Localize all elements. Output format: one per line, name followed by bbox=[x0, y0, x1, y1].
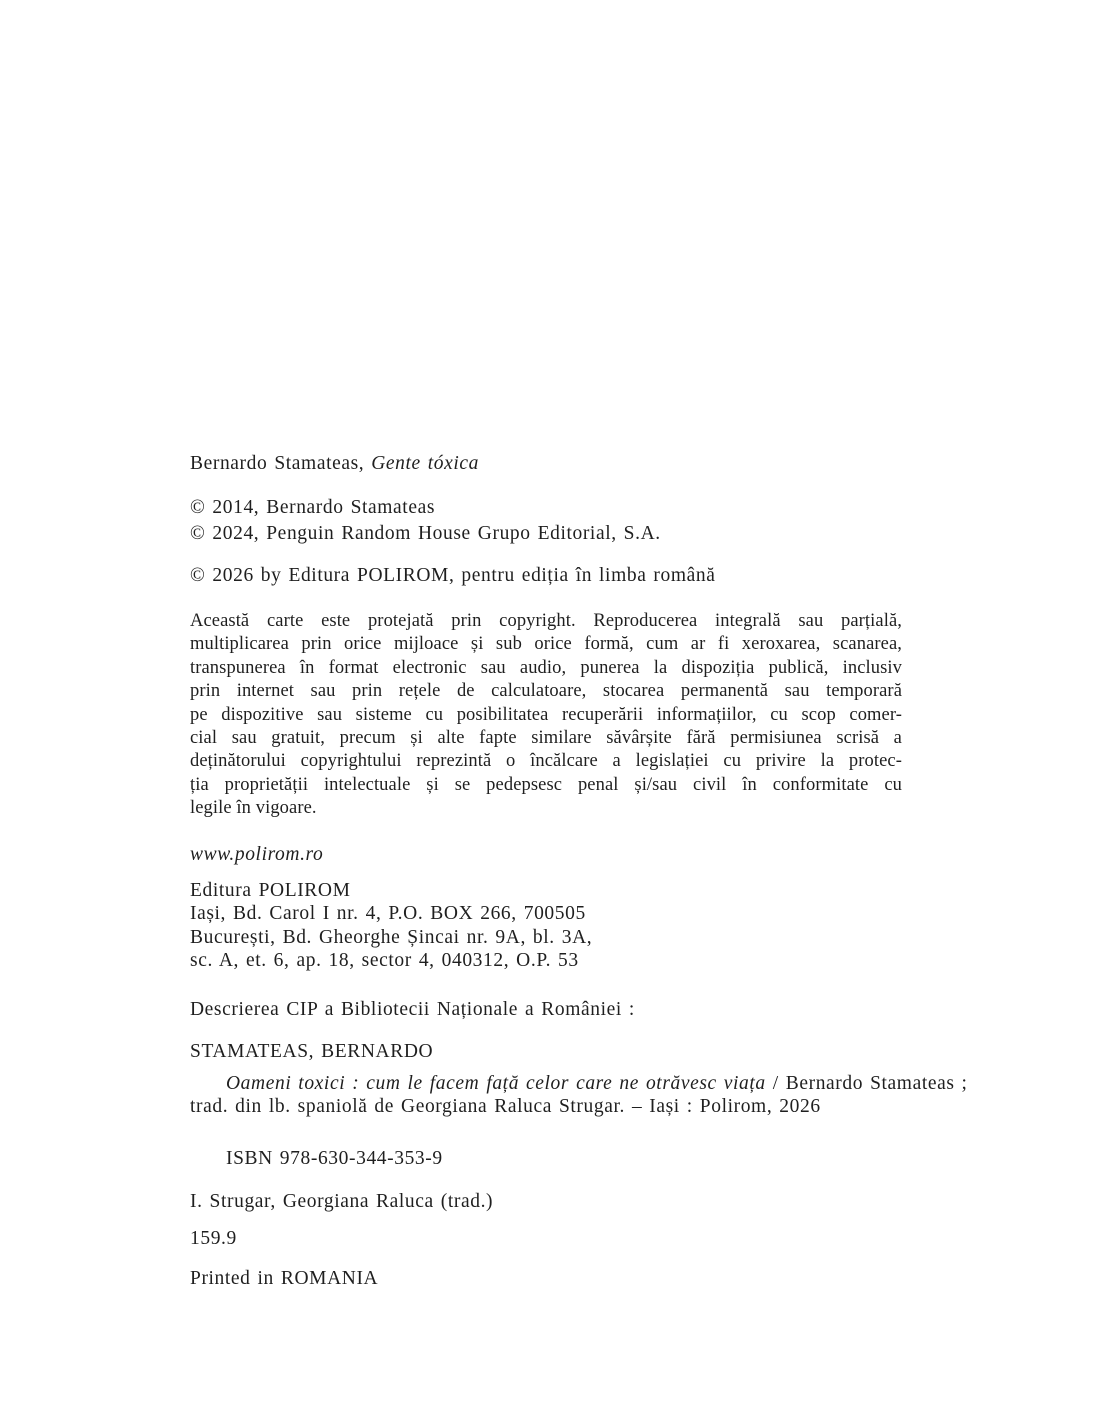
isbn-line: ISBN 978-630-344-353-9 bbox=[226, 1148, 443, 1169]
notice-line: cial sau gratuit, precum și alte fapte similare săvârșite fără permisiunea scrisă a bbox=[190, 728, 902, 749]
cip-title-italic: Oameni toxici : cum le facem față celor care ne otrăvesc viața bbox=[226, 1073, 766, 1094]
copyright-line-2014: © 2014, Bernardo Stamateas bbox=[190, 497, 436, 518]
publisher-name: Editura POLIROM bbox=[190, 880, 351, 901]
title-line bbox=[190, 452, 479, 476]
cip-entry bbox=[190, 1072, 968, 1118]
notice-line: Această carte este protejată prin copyright. Reproducerea integrală sau parțială, bbox=[190, 611, 902, 631]
author-name: Bernardo Stamateas, bbox=[190, 453, 372, 474]
translator-entry: I. Strugar, Georgiana Raluca (trad.) bbox=[190, 1191, 494, 1212]
copyright-notice-paragraph bbox=[190, 610, 902, 821]
cip-author: STAMATEAS, BERNARDO bbox=[190, 1041, 434, 1062]
publisher-address-detail: sc. A, et. 6, ap. 18, sector 4, 040312, O.P. 53 bbox=[190, 949, 579, 971]
copyright-block bbox=[190, 495, 661, 547]
publisher-address-block bbox=[190, 879, 592, 972]
classification-number: 159.9 bbox=[190, 1228, 237, 1249]
notice-line: legile în vigoare. bbox=[190, 798, 317, 819]
notice-line: ția proprietății intelectuale și se pedepsesc penal și/sau civil în conformitate cu bbox=[190, 774, 902, 795]
cip-title-rest: / Bernardo Stamateas ; bbox=[765, 1073, 968, 1094]
cip-heading: Descrierea CIP a Bibliotecii Naționale a României : bbox=[190, 999, 635, 1020]
romanian-copyright-line: © 2026 by Editura POLIROM, pentru ediția în limba română bbox=[190, 565, 716, 586]
notice-line: multiplicarea prin orice mijloace și sub orice formă, cum ar fi xeroxarea, scanarea, bbox=[190, 634, 902, 655]
publisher-address-iasi: Iași, Bd. Carol I nr. 4, P.O. BOX 266, 700505 bbox=[190, 903, 586, 925]
notice-line: deținătorului copyrightului reprezintă o încălcare a legislației cu privire la protec- bbox=[190, 751, 902, 772]
copyright-line-2024: © 2024, Penguin Random House Grupo Editorial, S.A. bbox=[190, 523, 661, 544]
printed-in-line: Printed in ROMANIA bbox=[190, 1268, 379, 1289]
cip-translation-line: trad. din lb. spaniolă de Georgiana Raluca Strugar. – Iași : Polirom, 2026 bbox=[190, 1096, 821, 1118]
cip-title-line bbox=[190, 1072, 968, 1095]
notice-line: prin internet sau prin rețele de calculatoare, stocarea permanentă sau temporară bbox=[190, 681, 902, 702]
publisher-address-bucuresti: București, Bd. Gheorghe Șincai nr. 9A, bl. 3A, bbox=[190, 926, 593, 948]
notice-line: transpunerea în format electronic sau audio, punerea la dispoziția publică, inclusiv bbox=[190, 657, 902, 678]
publisher-website: www.polirom.ro bbox=[190, 844, 324, 865]
original-title: Gente tóxica bbox=[371, 453, 480, 474]
notice-line: pe dispozitive sau sisteme cu posibilitatea recuperării informațiilor, cu scop comer- bbox=[190, 704, 902, 725]
